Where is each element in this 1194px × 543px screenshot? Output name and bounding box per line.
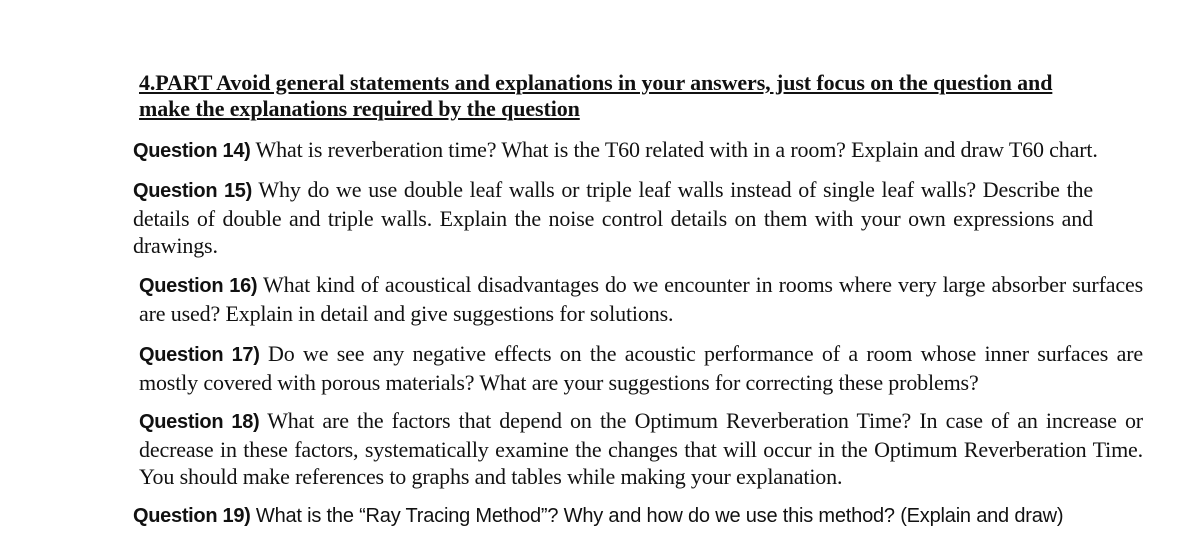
question-18 [139, 407, 1143, 490]
question-text: What kind of acoustical disadvantages do we encounter in rooms where very large absorber surfaces are used? Explain in detail and give suggestions for solutions. [139, 272, 1143, 326]
question-19 [133, 503, 1143, 530]
question-16 [139, 271, 1143, 327]
question-text: Do we see any negative effects on the acoustic performance of a room whose inner surfaces are mostly covered with porous materials? What are your suggestions for correcting these problems? [139, 341, 1143, 395]
question-label: Question 19) [133, 505, 251, 527]
question-label: Question 16) [139, 275, 258, 297]
question-text: What is reverberation time? What is the T60 related with in a room? Explain and draw T60 chart. [255, 137, 1098, 162]
question-label: Question 18) [139, 411, 260, 433]
part-heading: 4.PART Avoid general statements and explanations in your answers, just focus on the question and make the explanations required by the question [139, 70, 1053, 121]
question-label: Question 17) [139, 344, 260, 366]
question-text: What are the factors that depend on the Optimum Reverberation Time? In case of an increase or decrease in these factors, systematically examine the changes that will occur in the Optimum Reverberation Time. You should make references to graphs and tables while making your explanation. [139, 408, 1143, 489]
question-label: Question 15) [133, 180, 252, 202]
question-label: Question 14) [133, 140, 251, 162]
question-15 [133, 176, 1093, 259]
question-14 [133, 136, 1143, 165]
question-17 [139, 340, 1143, 396]
question-text: Why do we use double leaf walls or triple leaf walls instead of single leaf walls? Describe the details of double and triple walls. Explain the noise control details on them with your own expressions and drawings. [133, 177, 1094, 258]
question-text: What is the “Ray Tracing Method”? Why and how do we use this method? (Explain and draw) [255, 505, 1064, 527]
